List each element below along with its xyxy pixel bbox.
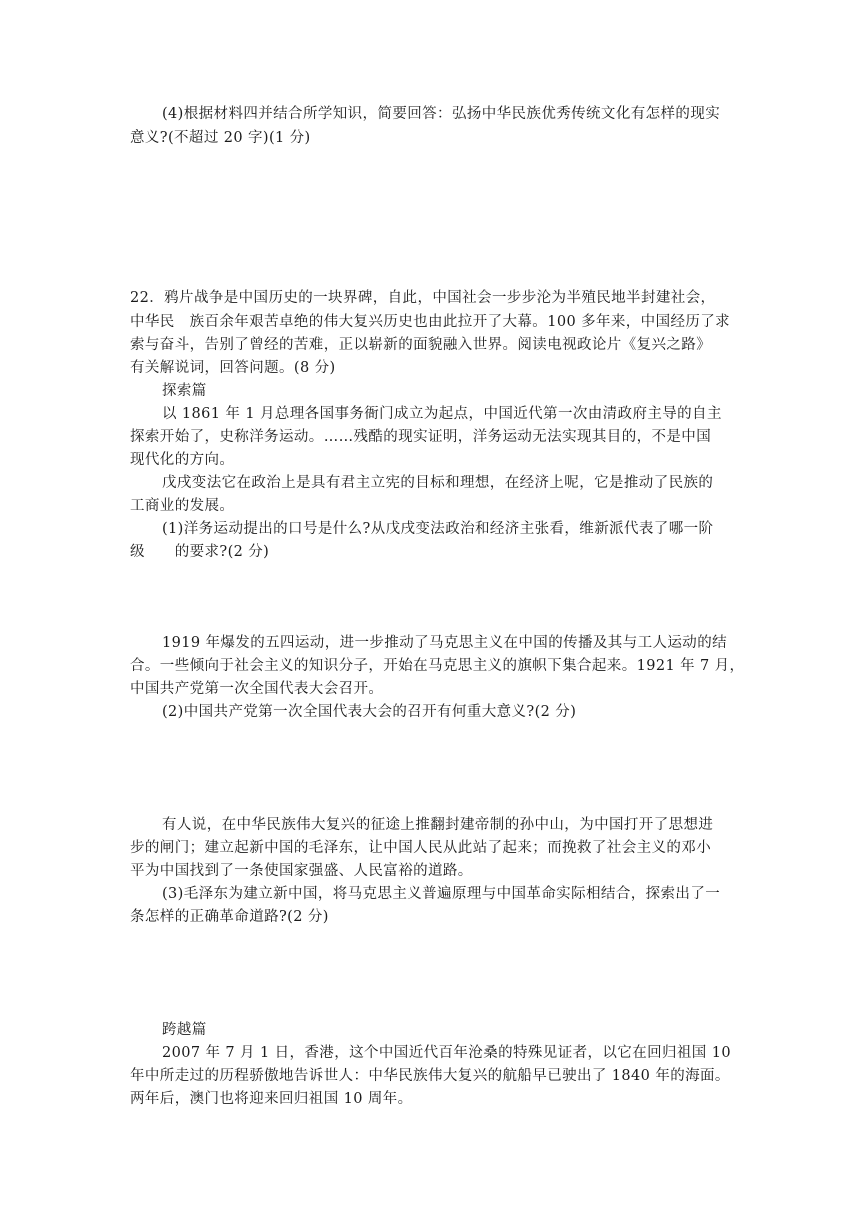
q22-3-line-1: (3)毛泽东为建立新中国，将马克思主义普遍原理与中国革命实际相结合，探索出了一 — [162, 886, 721, 902]
para5-line-1: 2007 年 7 月 1 日，香港，这个中国近代百年沧桑的特殊见证者，以它在回归祖国 10 — [162, 1045, 731, 1061]
q22-2-line: (2)中国共产党第一次全国代表大会的召开有何重大意义?(2 分) — [162, 704, 577, 720]
section-title-leap: 跨越篇 — [162, 1022, 207, 1038]
para4-line-1: 有人说，在中华民族伟大复兴的征途上推翻封建帝制的孙中山，为中国打开了思想进 — [162, 817, 714, 833]
para1-line-1: 以 1861 年 1 月总理各国事务衙门成立为起点，中国近代第一次由清政府主导的自主 — [162, 406, 722, 422]
q22-intro-line-2: 中华民 族百余年艰苦卓绝的伟大复兴历史也由此拉开了大幕。100 多年来，中国经历了求 — [130, 314, 731, 330]
para1-line-3: 现代化的方向。 — [130, 452, 235, 468]
q21-4-line-1: (4)根据材料四并结合所学知识，简要回答：弘扬中华民族优秀传统文化有怎样的现实 — [162, 106, 721, 122]
para5-line-3: 两年后，澳门也将迎来回归祖国 10 周年。 — [130, 1091, 413, 1107]
para3-line-3: 中国共产党第一次全国代表大会召开。 — [130, 681, 384, 697]
para3-line-2: 合。一些倾向于社会主义的知识分子，开始在马克思主义的旗帜下集合起来。1921 年 7 月， — [130, 658, 745, 674]
para2-line-1: 戊戌变法它在政治上是具有君主立宪的目标和理想，在经济上呢，它是推动了民族的 — [162, 475, 714, 491]
q21-4-line-2: 意义?(不超过 20 字)(1 分) — [130, 130, 311, 146]
section-title-explore: 探索篇 — [162, 383, 207, 399]
q22-intro-line-4: 有关解说词，回答问题。(8 分) — [130, 360, 336, 376]
q22-intro-line-1: 22．鸦片战争是中国历史的一块界碑，自此，中国社会一步步沦为半殖民地半封建社会， — [130, 290, 716, 306]
para1-line-2: 探索开始了，史称洋务运动。……残酷的现实证明，洋务运动无法实现其目的，不是中国 — [130, 429, 712, 445]
para4-line-2: 步的闸门；建立起新中国的毛泽东，让中国人民从此站了起来；而挽救了社会主义的邓小 — [130, 840, 712, 856]
q22-intro-line-3: 索与奋斗，告别了曾经的苦难，正以崭新的面貌融入世界。阅读电视政论片《复兴之路》 — [130, 337, 712, 353]
q22-1-line-2: 级 的要求?(2 分) — [130, 544, 270, 560]
q22-3-line-2: 条怎样的正确革命道路?(2 分) — [130, 909, 329, 925]
para4-line-3: 平为中国找到了一条使国家强盛、人民富裕的道路。 — [130, 863, 473, 879]
para2-line-2: 工商业的发展。 — [130, 498, 235, 514]
para3-line-1: 1919 年爆发的五四运动，进一步推动了马克思主义在中国的传播及其与工人运动的结 — [162, 635, 728, 651]
para5-line-2: 年中所走过的历程骄傲地告诉世人：中华民族伟大复兴的航船早已驶出了 1840 年的海面。 — [130, 1068, 730, 1084]
q22-1-line-1: (1)洋务运动提出的口号是什么?从戊戌变法政治和经济主张看，维新派代表了哪一阶 — [162, 521, 714, 537]
